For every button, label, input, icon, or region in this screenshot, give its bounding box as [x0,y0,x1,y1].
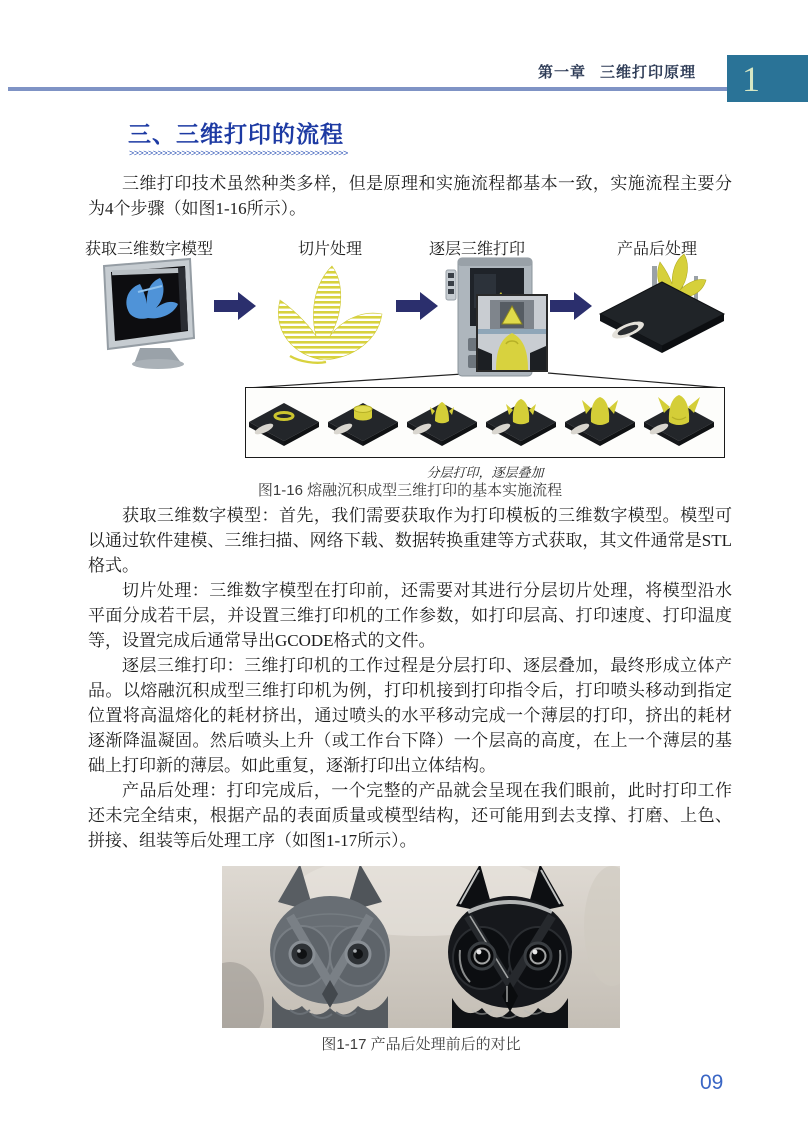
printer-inset-illustration [476,294,548,372]
figure-step-label: 逐层三维打印 [428,241,525,258]
body-paragraph: 三维打印技术虽然种类多样，但是原理和实施流程都基本一致，实施流程主要分为4个步骤（如图1-16所示）。 [88,174,732,218]
body-paragraph: 产品后处理：打印完成后，一个完整的产品就会呈现在我们眼前，此时打印工作还未完全结束，根据产品的表面质量或模型结构，还可能用到去支撑、打磨、上色、拼接、组装等后处理工序（如图1-17所示）。 [88,781,732,850]
arrow-right-icon [550,292,592,320]
print-stage-5 [565,397,635,446]
running-header-chapter: 第一章 [537,64,586,81]
print-head-closeup [478,296,546,370]
figure-1-17-caption: 图1-17 产品后处理前后的对比 [321,1036,521,1053]
post-processing-photo [222,866,620,1028]
print-stage-1 [249,403,319,446]
body-paragraph: 获取三维数字模型：首先，我们需要获取作为打印模板的三维数字模型。模型可以通过软件建模、三维扫描、网络下载、数据转换重建等方式获取，其文件通常是STL格式。 [88,506,732,575]
figure-step-label: 切片处理 [297,241,362,258]
chapter-number: 1 [742,59,760,99]
print-stage-4 [486,399,556,446]
header-rule [8,87,727,91]
figure-1-16 [84,236,732,499]
running-header [538,61,696,82]
layer-strip [245,387,725,458]
running-header-title: 三维打印原理 [599,64,696,81]
print-stage-2 [328,403,398,446]
strip-note: 分层打印，逐层叠加 [426,465,544,480]
print-stage-3 [407,402,477,446]
print-stage-6 [644,395,714,446]
section-title: 三、三维打印的流程 [128,121,344,147]
figure-step-label: 产品后处理 [616,241,697,258]
chapter-number-tab [727,55,808,102]
arrow-right-icon [214,292,256,320]
sliced-model-illustration [260,260,392,370]
figure-1-16-caption: 图1-16 熔融沉积成型三维打印的基本实施流程 [257,482,563,499]
body-paragraph: 切片处理：三维数字模型在打印前，还需要对其进行分层切片处理，将模型沿水平面分成若干层，并设置三维打印机的工作参数，如打印层高、打印速度、打印温度等，设置完成后通常导出GCODE格式的文件。 [88,581,732,650]
arrow-right-icon [396,292,438,320]
section-title-chevrons: >>>>>>>>>>>>>>>>>>>>>>>>>>>>>>>>>>>>>>>>>>>>>> [129,148,348,158]
monitor-illustration [92,256,208,370]
body-paragraph: 逐层三维打印：三维打印机的工作过程是分层打印、逐层叠加，最终形成立体产品。以熔融沉积成型三维打印机为例，打印机接到打印指令后，打印喷头移动到指定位置将高温熔化的耗材挤出，通过喷头的水平移动完成一个薄层的打印，挤出的耗材逐渐降温凝固。然后喷头上升（或工作台下降）一个层高的高度，在上一个薄层的基础上打印新的薄层。如此重复，逐渐打印出立体结构。 [88,656,732,775]
body-text [88,503,732,853]
figure-step-label: 获取三维数字模型 [84,241,213,258]
page-number: 09 [700,1071,724,1094]
finished-product-illustration [596,252,728,364]
layer-stage-illustrations [246,388,722,454]
